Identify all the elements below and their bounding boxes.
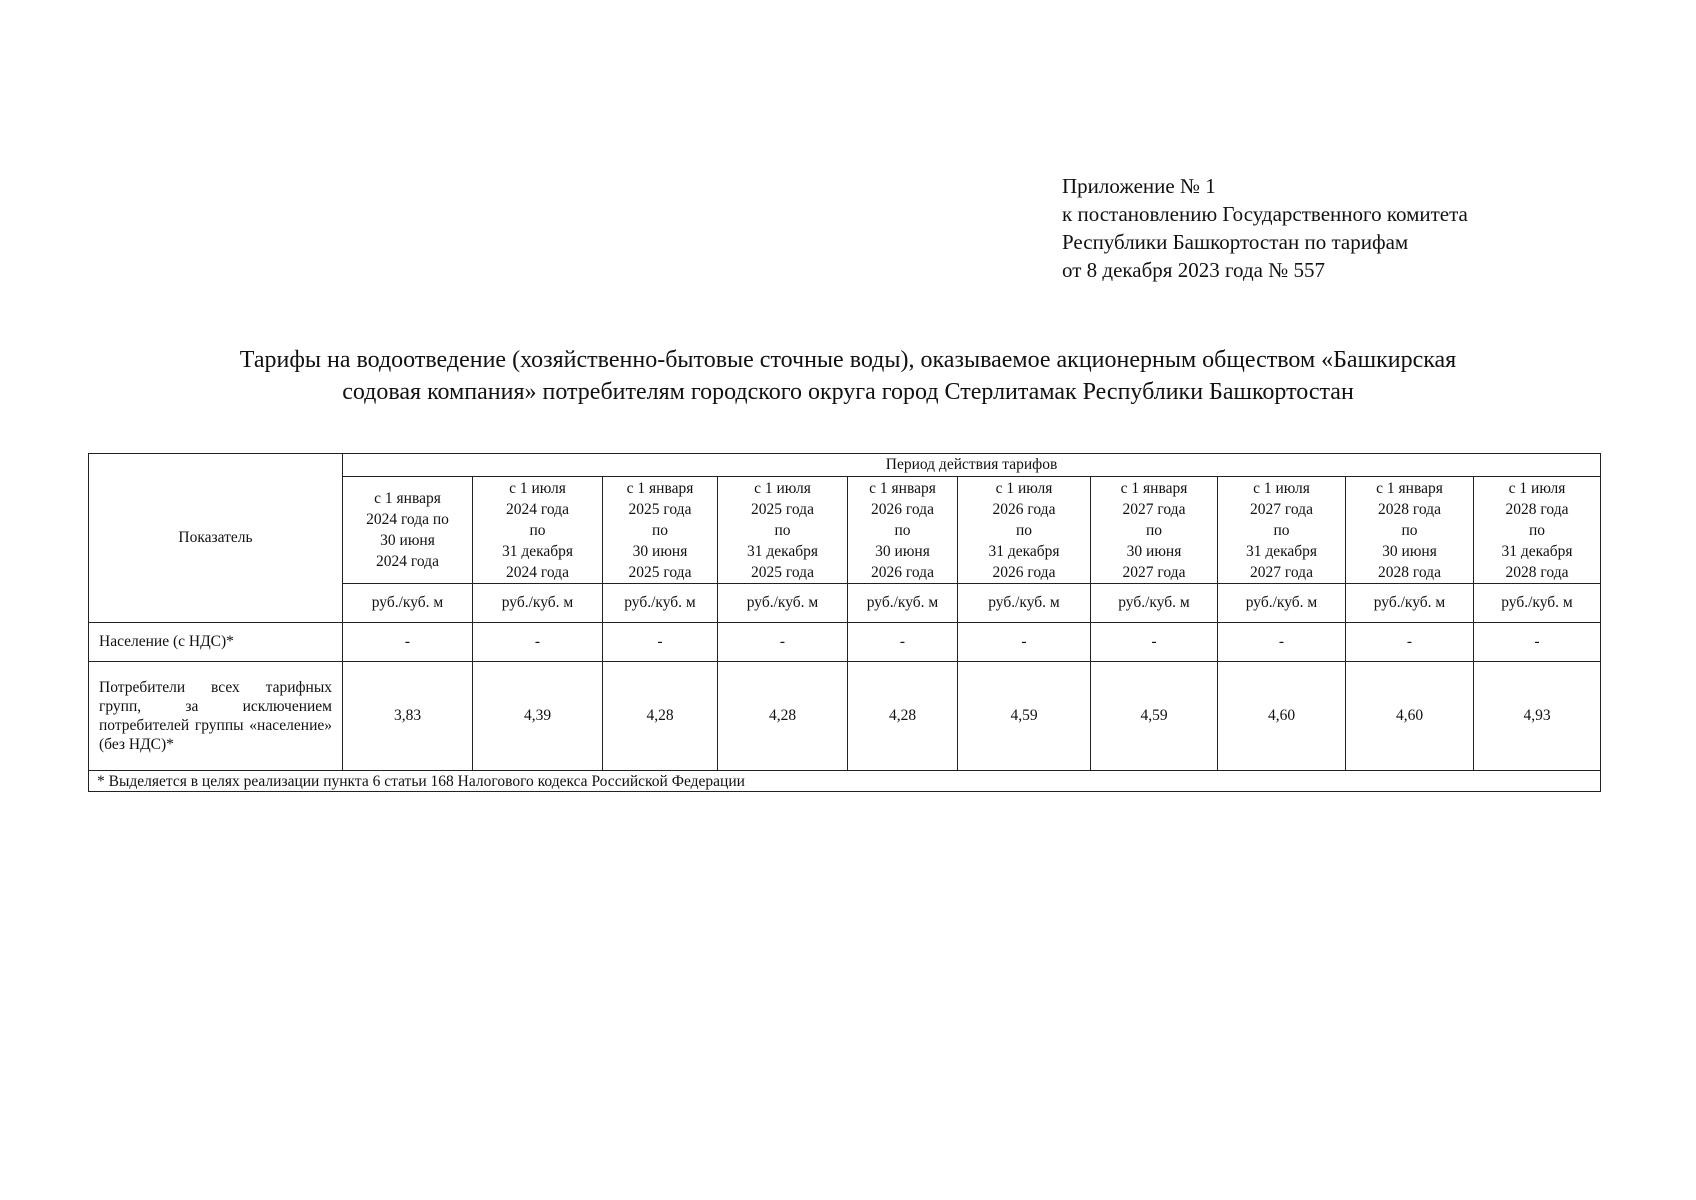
period-line: по	[774, 521, 791, 539]
unit-cell: руб./куб. м	[848, 584, 958, 623]
value-cell: 3,83	[343, 662, 473, 771]
value-cell: 4,28	[603, 662, 718, 771]
period-line: по	[1273, 521, 1290, 539]
row-label: Потребители всех тарифных групп, за исключением потребителей группы «население» (без НДС)*	[89, 662, 343, 771]
value-cell: -	[1218, 623, 1346, 662]
period-line: 30 июня	[875, 542, 930, 560]
period-line: 31 декабря	[1501, 542, 1573, 560]
period-cell	[848, 477, 958, 584]
value-cell: -	[1346, 623, 1474, 662]
period-line: по	[1145, 521, 1163, 539]
period-line: 31 декабря	[746, 542, 819, 560]
period-line: 2027 года	[1122, 500, 1186, 518]
period-line: с 1 июля	[1508, 479, 1566, 497]
value-cell: 4,93	[1474, 662, 1601, 771]
period-line: 2024 года	[506, 500, 569, 518]
document-title	[90, 344, 1606, 408]
value-cell: 4,59	[958, 662, 1091, 771]
period-line: 2026 года	[871, 500, 934, 518]
period-line: 2025 года	[751, 563, 814, 581]
unit-cell: руб./куб. м	[1474, 584, 1601, 623]
footnote: * Выделяется в целях реализации пункта 6 статьи 168 Налогового кодекса Российской Федерации	[89, 771, 1601, 792]
period-line: с 1 июля	[995, 479, 1053, 497]
period-cell	[718, 477, 848, 584]
value-cell: -	[848, 623, 958, 662]
period-cell	[1218, 477, 1346, 584]
period-line: 31 декабря	[988, 542, 1060, 560]
value-cell: 4,28	[848, 662, 958, 771]
period-cell	[603, 477, 718, 584]
value-cell: -	[603, 623, 718, 662]
unit-cell: руб./куб. м	[718, 584, 848, 623]
period-line: с 1 января	[869, 479, 936, 497]
footnote-row	[89, 771, 1601, 792]
value-cell: -	[473, 623, 603, 662]
period-header: Период действия тарифов	[343, 454, 1601, 477]
period-line: 30 июня	[1126, 542, 1182, 560]
period-line: 2026 года	[992, 563, 1056, 581]
appendix-line: к постановлению Государственного комитета	[1062, 202, 1468, 226]
period-cell	[1346, 477, 1474, 584]
period-line: 2028 года	[1505, 563, 1569, 581]
table-row	[89, 662, 1601, 771]
period-line: с 1 июля	[1253, 479, 1310, 497]
value-cell: -	[958, 623, 1091, 662]
value-cell: 4,60	[1218, 662, 1346, 771]
period-line: 30 июня	[632, 542, 688, 560]
unit-cell: руб./куб. м	[1218, 584, 1346, 623]
period-line: 2027 года	[1250, 500, 1313, 518]
period-line: по	[529, 521, 546, 539]
period-line: 2028 года	[1378, 563, 1441, 581]
period-line: с 1 июля	[754, 479, 811, 497]
appendix-line: Приложение № 1	[1062, 174, 1216, 198]
period-line: 30 июня	[1382, 542, 1437, 560]
period-line: по	[1015, 521, 1033, 539]
value-cell: -	[1091, 623, 1218, 662]
unit-cell: руб./куб. м	[473, 584, 603, 623]
period-line: 2028 года	[1505, 500, 1569, 518]
table-row	[89, 623, 1601, 662]
period-cell	[473, 477, 603, 584]
appendix-line: Республики Башкортостан по тарифам	[1062, 230, 1409, 254]
period-line: по	[894, 521, 911, 539]
period-line: 2027 года	[1250, 563, 1313, 581]
title-line: Тарифы на водоотведение (хозяйственно-бытовые сточные воды), оказываемое акционерным обществом «Башкирская	[239, 347, 1457, 373]
appendix-block	[1062, 172, 1468, 284]
value-cell: 4,60	[1346, 662, 1474, 771]
unit-cell: руб./куб. м	[343, 584, 473, 623]
period-line: по	[1401, 521, 1418, 539]
period-line: 2026 года	[871, 563, 934, 581]
period-cell	[1474, 477, 1601, 584]
period-line: с 1 июля	[509, 479, 566, 497]
tariff-table	[88, 453, 1601, 792]
value-cell: -	[1474, 623, 1601, 662]
value-cell: 4,59	[1091, 662, 1218, 771]
period-line: 2028 года	[1378, 500, 1441, 518]
period-line: 2024 года	[376, 553, 439, 570]
period-cell	[343, 477, 473, 584]
value-cell: -	[343, 623, 473, 662]
period-line: 2024 года	[506, 563, 569, 581]
period-line: 31 декабря	[1245, 542, 1318, 560]
value-cell: -	[718, 623, 848, 662]
period-line: 2025 года	[628, 563, 692, 581]
indicator-header: Показатель	[89, 454, 343, 623]
appendix-line: от 8 декабря 2023 года № 557	[1062, 258, 1325, 282]
period-line: с 1 января	[374, 490, 441, 507]
period-line: по	[1528, 521, 1546, 539]
value-cell: 4,39	[473, 662, 603, 771]
period-line: с 1 января	[1376, 479, 1443, 497]
unit-cell: руб./куб. м	[1346, 584, 1474, 623]
unit-cell: руб./куб. м	[958, 584, 1091, 623]
unit-cell: руб./куб. м	[603, 584, 718, 623]
period-line: 30 июня	[380, 532, 435, 549]
title-line: содовая компания» потребителям городского округа город Стерлитамак Республики Башкортостан	[342, 379, 1354, 405]
period-line: 2025 года	[628, 500, 692, 518]
period-line: 2025 года	[751, 500, 814, 518]
unit-cell: руб./куб. м	[1091, 584, 1218, 623]
period-line: с 1 января	[626, 479, 694, 497]
period-line: 31 декабря	[501, 542, 574, 560]
period-line: 2026 года	[992, 500, 1056, 518]
row-label: Население (с НДС)*	[89, 623, 343, 662]
period-header-row	[89, 454, 1601, 477]
period-cell	[958, 477, 1091, 584]
period-line: по	[651, 521, 669, 539]
period-line: 2024 года по	[366, 511, 449, 528]
period-line: с 1 января	[1120, 479, 1188, 497]
period-line: 2027 года	[1122, 563, 1186, 581]
value-cell: 4,28	[718, 662, 848, 771]
period-cell	[1091, 477, 1218, 584]
